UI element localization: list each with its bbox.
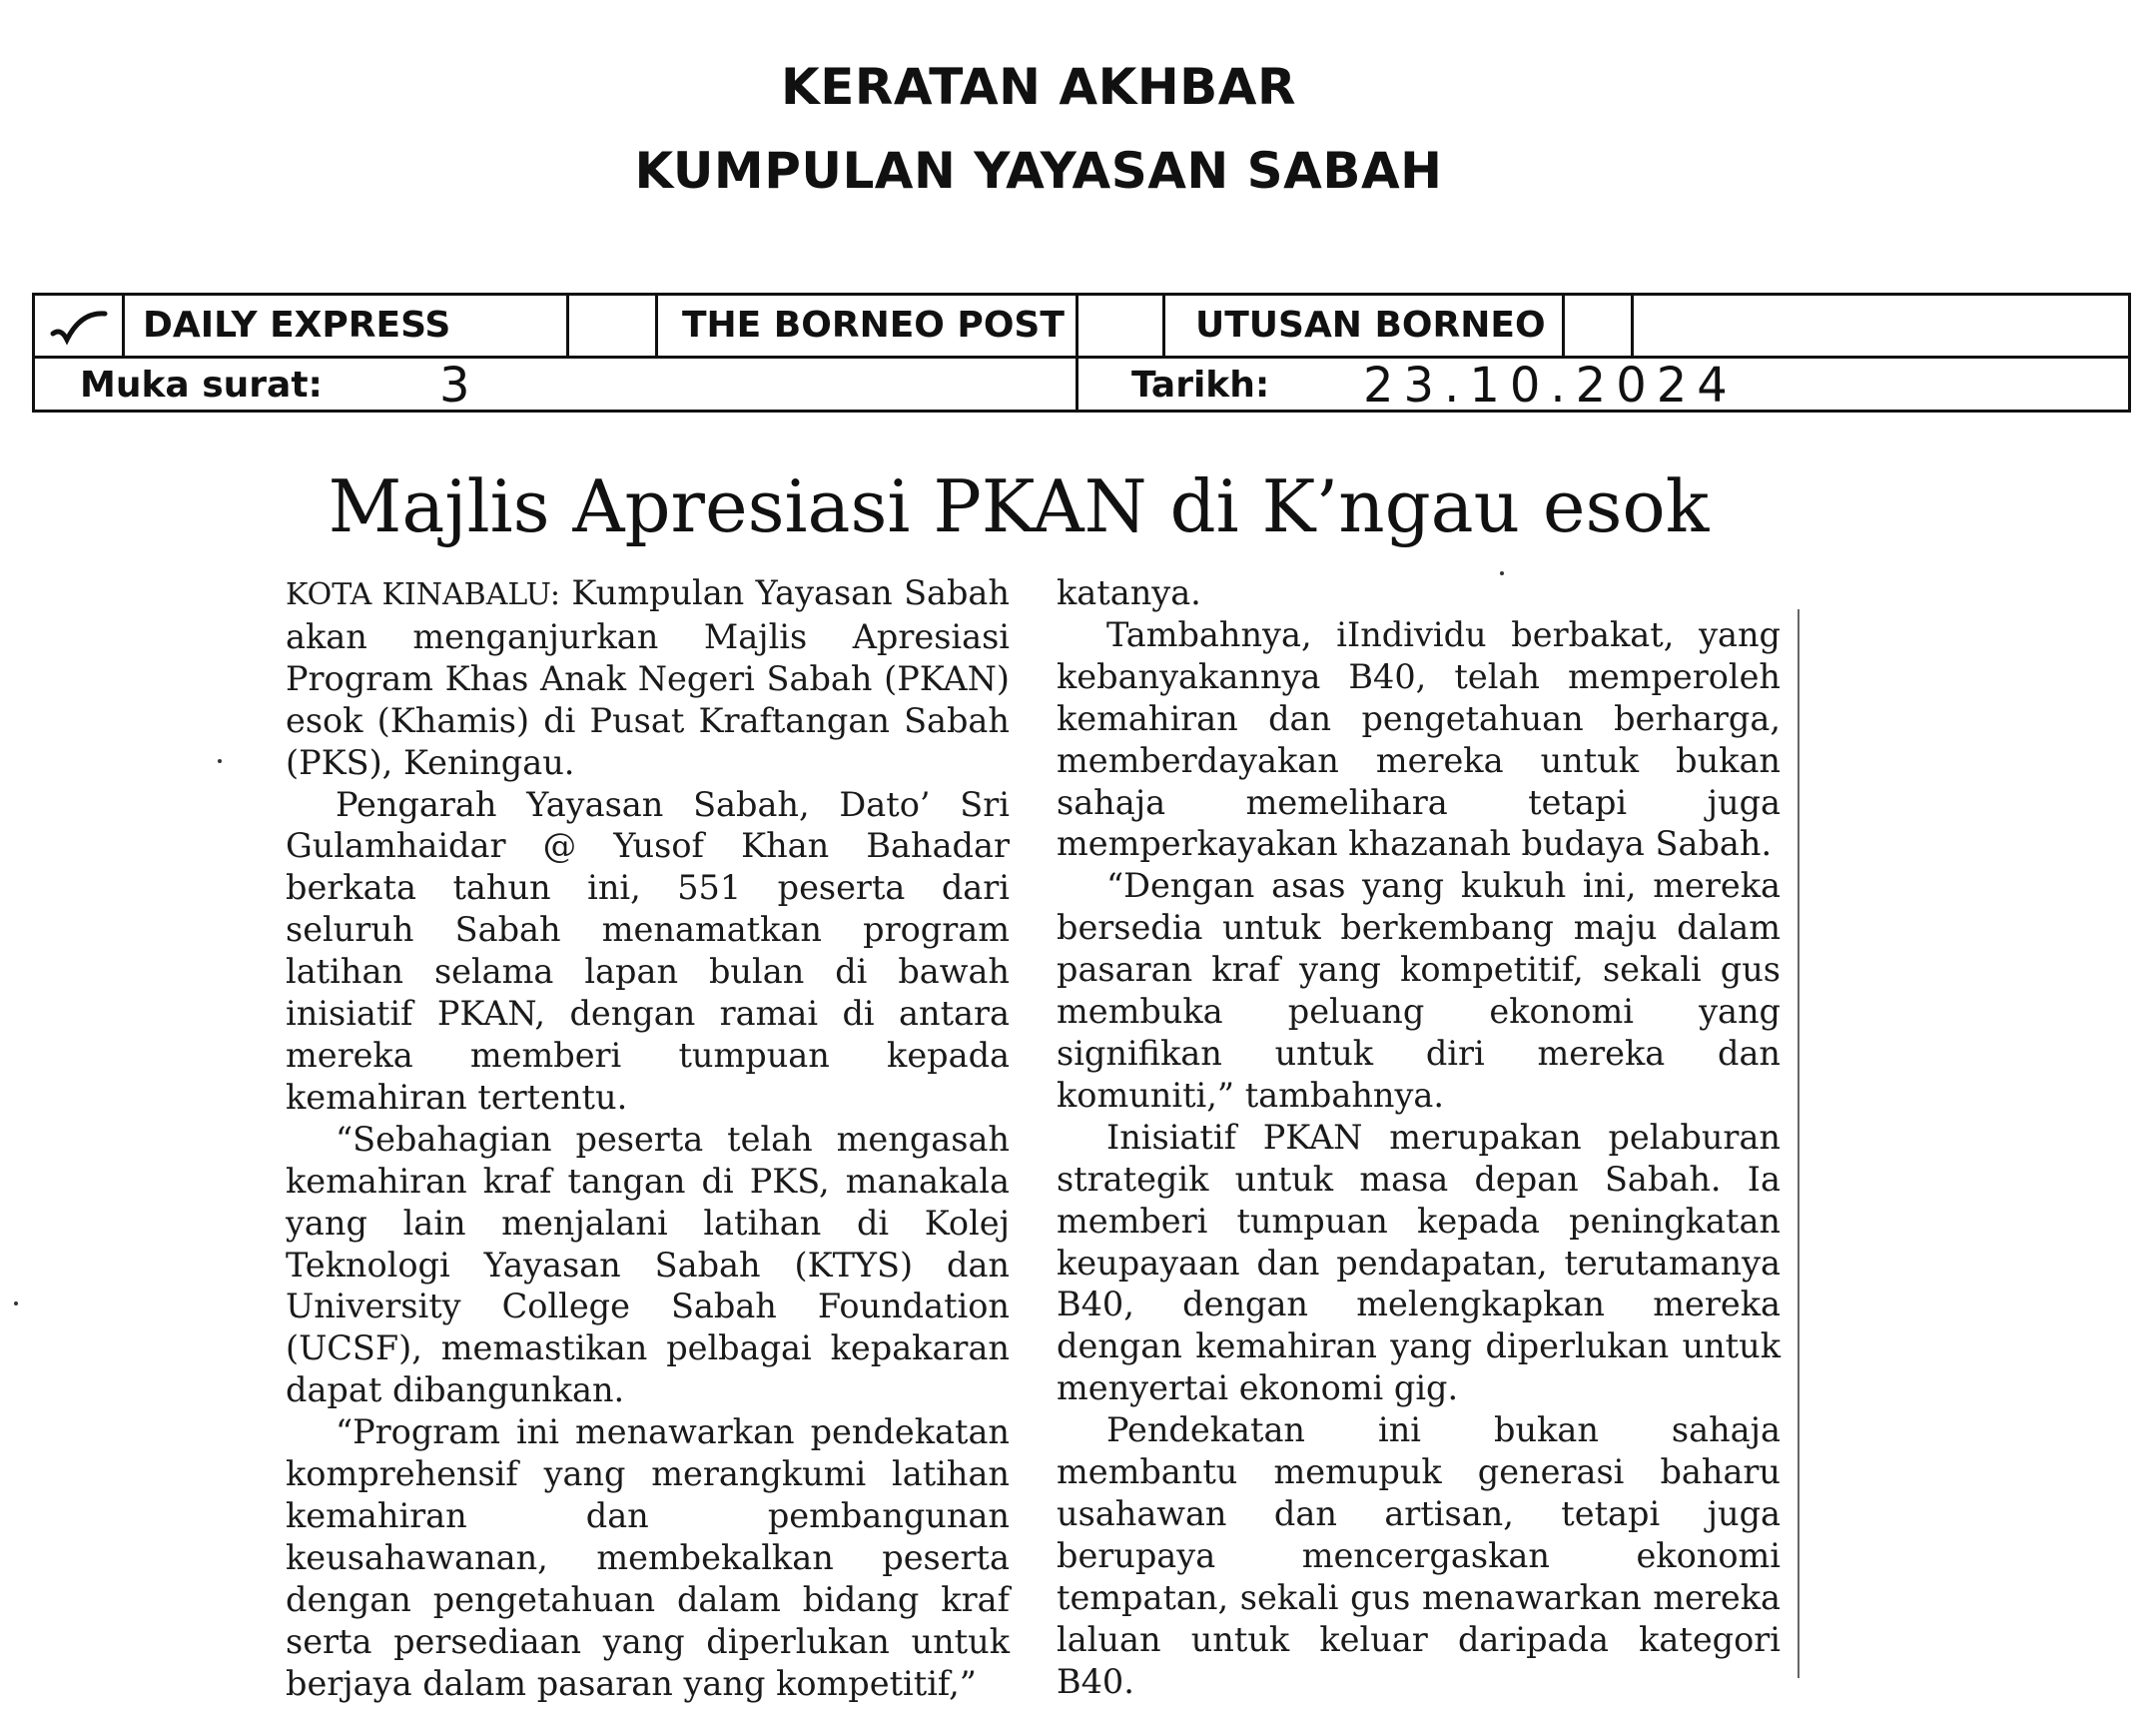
dateline: KOTA KINABALU:	[286, 577, 560, 612]
date-value: 23.10.2024	[1363, 358, 1738, 414]
article-paragraph: “Sebahagian peserta telah mengasah kemahiran kraf tangan di PKS, manakala yang lain menjalani latihan di Kolej Teknologi Yayasan Sabah (KTYS) dan University College Sabah Foundation (UCSF), memastikan pelbagai kepakaran dapat dibangunkan.	[286, 1119, 1010, 1410]
table-divider	[1562, 296, 1565, 356]
article-column-left	[286, 572, 1010, 1704]
clipping-title: KERATAN AKHBAR	[781, 58, 1296, 116]
article-paragraph: katanya.	[1057, 573, 1201, 612]
source-table	[32, 293, 2131, 413]
page-label: Muka surat:	[80, 365, 323, 406]
date-label: Tarikh:	[1131, 365, 1270, 406]
table-divider	[122, 296, 125, 356]
source-utusan-borneo: UTUSAN BORNEO	[1195, 305, 1546, 346]
article-paragraph: Inisiatif PKAN merupakan pelaburan strategik untuk masa depan Sabah. Ia memberi tumpuan kepada peningkatan keupayaan dan pendapatan, terutamanya B40, dengan melengkapkan mereka dengan kemahiran yang diperlukan untuk menyertai ekonomi gig.	[1057, 1117, 1781, 1408]
table-divider	[35, 356, 2128, 359]
table-divider	[566, 296, 569, 356]
article-headline: Majlis Apresiasi PKAN di K’ngau esok	[328, 464, 1710, 548]
article-paragraph: Pendekatan ini bukan sahaja membantu memupuk generasi baharu usahawan dan artisan, tetapi juga berupaya mencergaskan ekonomi tempatan, sekali gus menawarkan mereka laluan untuk keluar daripada kategori B40.	[1057, 1410, 1781, 1701]
table-divider	[655, 296, 658, 356]
table-divider	[1076, 296, 1078, 413]
scan-speck	[218, 759, 222, 763]
article-paragraph: “Dengan asas yang kukuh ini, mereka bersedia untuk berkembang maju dalam pasaran kraf yang kompetitif, sekali gus membuka peluang ekonomi yang signifikan untuk diri mereka dan komuniti,” tambahnya.	[1057, 866, 1781, 1115]
article-paragraph: KOTA KINABALU: Kumpulan Yayasan Sabah akan menganjurkan Majlis Apresiasi Program Khas Anak Negeri Sabah (PKAN) esok (Khamis) di Pusat Kraftangan Sabah (PKS), Keningau.	[286, 573, 1010, 782]
source-borneo-post: THE BORNEO POST	[682, 305, 1065, 346]
scan-speck	[1500, 571, 1504, 575]
article-column-right	[1057, 572, 1781, 1702]
table-divider	[1162, 296, 1165, 356]
source-daily-express: DAILY EXPRESS	[143, 305, 451, 346]
article-paragraph: “Program ini menawarkan pendekatan komprehensif yang merangkumi latihan kemahiran dan pembangunan keusahawanan, membekalkan peserta dengan pengetahuan dalam bidang kraf serta persediaan yang diperlukan untuk berjaya dalam pasaran yang kompetitif,”	[286, 1412, 1010, 1703]
check-mark-icon	[47, 304, 109, 350]
scan-speck	[14, 1301, 18, 1305]
article-paragraph: Pengarah Yayasan Sabah, Dato’ Sri Gulamhaidar @ Yusof Khan Bahadar berkata tahun ini, 551 peserta dari seluruh Sabah menamatkan program latihan selama lapan bulan di bawah inisiatif PKAN, dengan ramai di antara mereka memberi tumpuan kepada kemahiran tertentu.	[286, 784, 1010, 1117]
page-number: 3	[439, 358, 480, 414]
article-paragraph: Tambahnya, iIndividu berbakat, yang kebanyakannya B40, telah memperoleh kemahiran dan pengetahuan berharga, memberdayakan mereka untuk bukan sahaja memelihara tetapi juga memperkayakan khazanah budaya Sabah.	[1057, 614, 1781, 864]
table-divider	[1631, 296, 1634, 356]
organization-title: KUMPULAN YAYASAN SABAH	[634, 142, 1443, 200]
column-edge-line	[1797, 609, 1799, 1678]
